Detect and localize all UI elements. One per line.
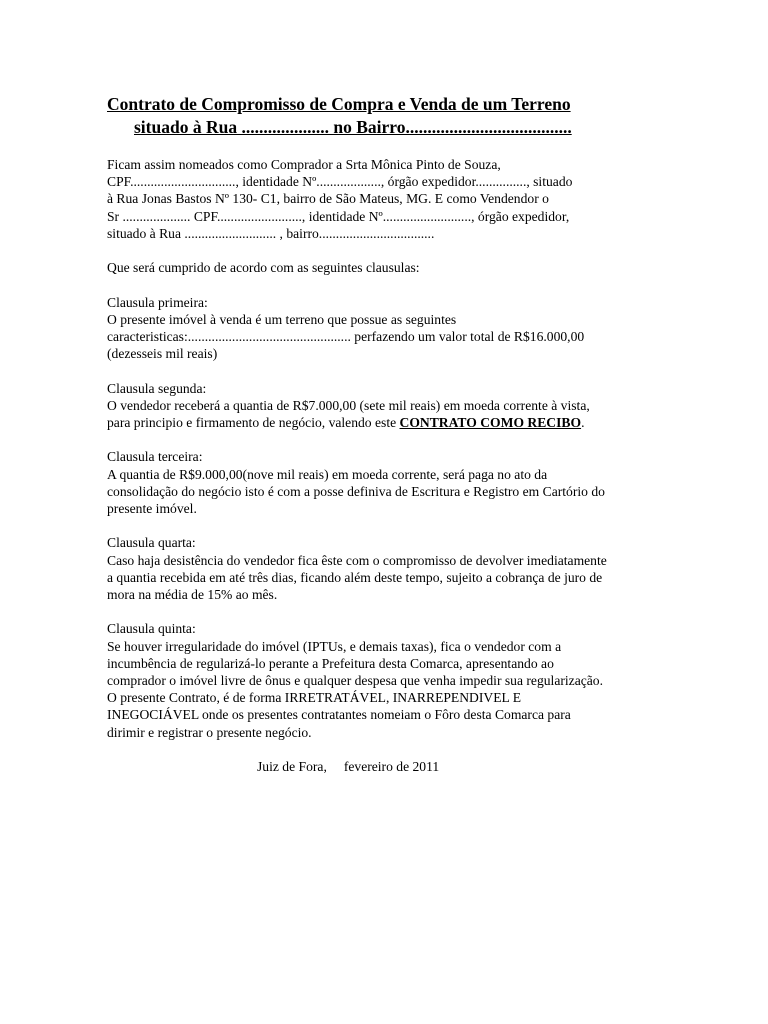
title-line-1: Contrato de Compromisso de Compra e Venda de um Terreno: [107, 94, 571, 114]
clause-heading: Clausula primeira:: [107, 294, 208, 310]
clause-2: [107, 380, 667, 432]
clause-line: dirimir e registrar o presente negócio.: [107, 724, 312, 740]
clauses-intro: Que será cumprido de acordo com as seguintes clausulas:: [107, 260, 420, 276]
clause-line: A quantia de R$9.000,00(nove mil reais) em moeda corrente, será paga no ato da: [107, 466, 548, 482]
clause-heading: Clausula quinta:: [107, 621, 196, 637]
clause-line: Se houver irregularidade do imóvel (IPTUs, e demais taxas), fica o vendedor com a: [107, 638, 562, 654]
clause-line: mora na média de 15% ao mês.: [107, 587, 278, 602]
contract-title: [107, 93, 667, 139]
intro-paragraph: [107, 156, 667, 242]
paragraph-gap: [107, 242, 667, 259]
paragraph-gap: [107, 741, 667, 758]
clause-line: (dezesseis mil reais): [107, 346, 218, 362]
clause-line: comprador o imóvel livre de ônus e qualquer despesa que venha impedir sua regularização.: [107, 673, 603, 688]
paragraph-gap: [107, 276, 667, 293]
intro-line: à Rua Jonas Bastos Nº 130- C1, bairro de São Mateus, MG. E como Vendendor o: [107, 191, 549, 207]
clause-4: [107, 534, 667, 603]
clause-1: [107, 294, 667, 363]
paragraph-gap: [107, 603, 667, 620]
intro-line: Ficam assim nomeados como Comprador a Srta Mônica Pinto de Souza,: [107, 157, 501, 172]
clause-text: para principio e firmamento de negócio, valendo este: [107, 415, 400, 430]
clause-line: O vendedor receberá a quantia de R$7.000,00 (sete mil reais) em moeda corrente à vista,: [107, 397, 590, 413]
clause-line: O presente imóvel à venda é um terreno que possue as seguintes: [107, 311, 457, 327]
clause-line: Caso haja desistência do vendedor fica êste com o compromisso de devolver imediatamente: [107, 552, 607, 568]
paragraph-gap: [107, 362, 667, 379]
paragraph-gap: [107, 517, 667, 534]
intro-line: situado à Rua ........................... , bairro..................................: [107, 225, 435, 241]
contract-body: [107, 156, 667, 775]
intro-line: Sr .................... CPF........................., identidade Nº.........................., órgão expedidor,: [107, 208, 570, 224]
intro-line: CPF..............................., identidade Nº..................., órgão expedidor..............., situado: [107, 174, 573, 190]
place-date: Juiz de Fora, fevereiro de 2011: [257, 759, 440, 774]
clause-heading: Clausula quarta:: [107, 535, 196, 551]
clause-3: [107, 448, 667, 517]
clause-line: O presente Contrato, é de forma IRRETRATÁVEL, INARREPENDIVEL E: [107, 690, 522, 706]
receipt-emphasis: CONTRATO COMO RECIBO: [399, 415, 582, 430]
clause-line: a quantia recebida em até três dias, ficando além deste tempo, sujeito a cobrança de juro de: [107, 569, 603, 585]
clause-text: .: [581, 415, 585, 430]
clause-line: incumbência de regularizá-lo perante a Prefeitura desta Comarca, apresentando ao: [107, 655, 554, 671]
paragraph-gap: [107, 431, 667, 448]
clause-heading: Clausula segunda:: [107, 380, 207, 396]
clause-line: [107, 414, 667, 431]
clause-line: caracteristicas:................................................ perfazendo um valor total de R$16.000,00: [107, 329, 585, 344]
clause-line: consolidação do negócio isto é com a posse definiva de Escritura e Registro em Cartório do: [107, 483, 605, 499]
clause-5: [107, 620, 667, 740]
clause-line: INEGOCIÁVEL onde os presentes contratantes nomeiam o Fôro desta Comarca para: [107, 707, 571, 723]
clause-line: presente imóvel.: [107, 501, 197, 516]
title-line-2: situado à Rua .................... no Bairro......................................: [134, 117, 572, 137]
clause-heading: Clausula terceira:: [107, 449, 203, 465]
